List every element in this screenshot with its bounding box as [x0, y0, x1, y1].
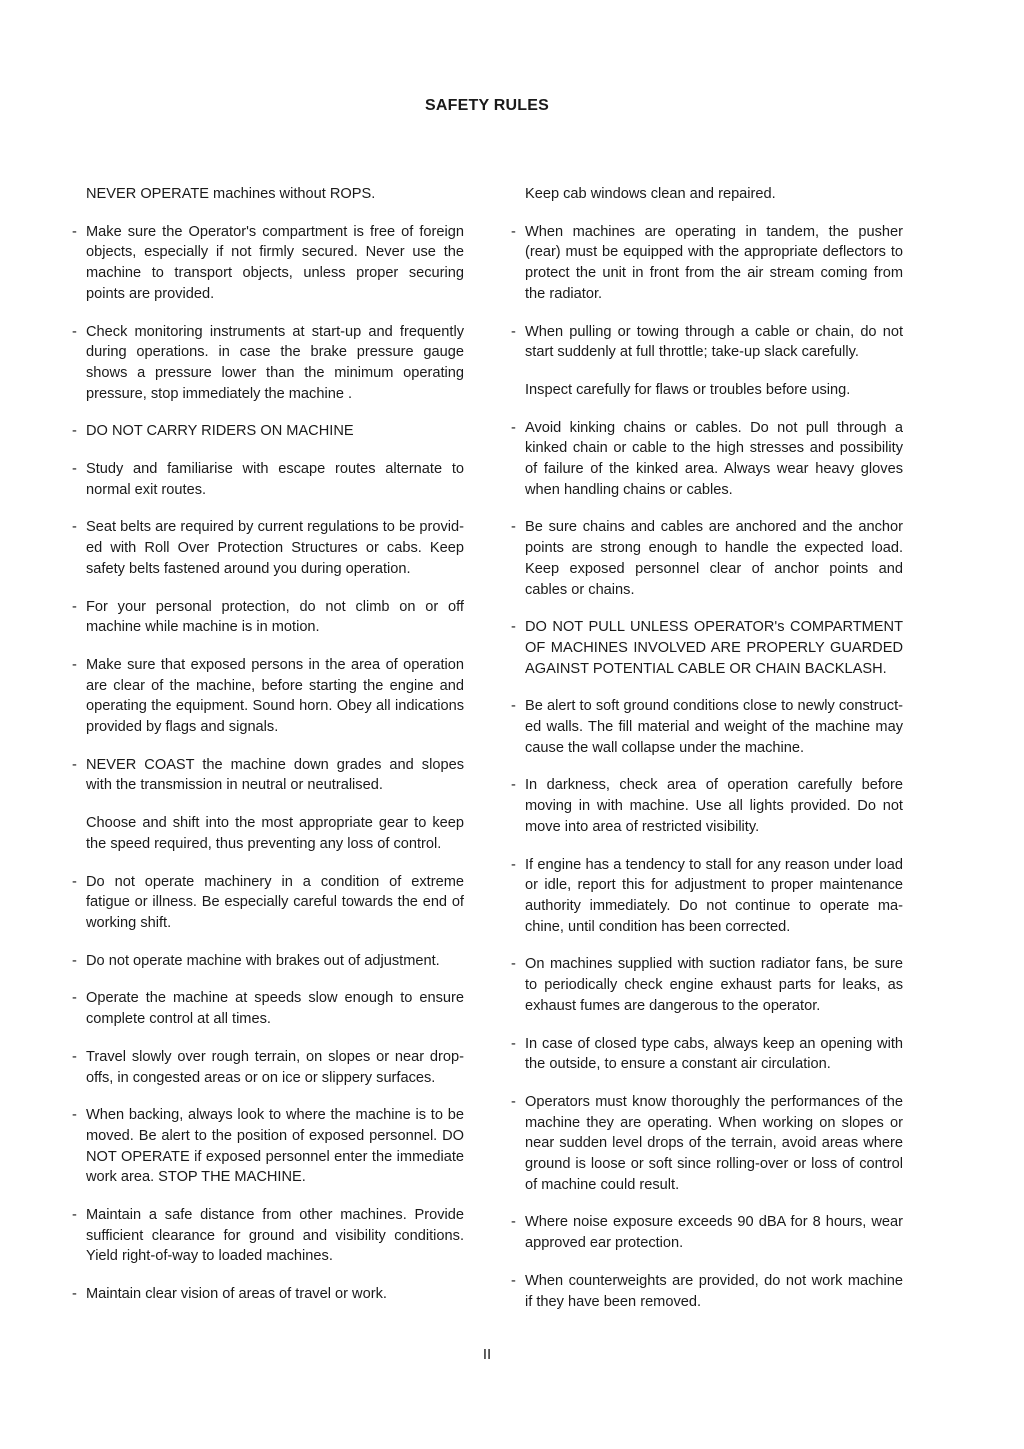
list-item: Inspect carefully for flaws or troubles before using. [525, 381, 851, 398]
list-item: - Be alert to soft ground conditions close to newly construct-ed walls. The fill material and weight of the machine may cause the wall collapse under the machine. [525, 696, 903, 758]
list-item: - NEVER COAST the machine down grades and slopes with the transmission in neutral or neutralised. [86, 755, 464, 796]
list-item: - Seat belts are required by current regulations to be provid-ed with Roll Over Protection Structures or cabs. Keep safety belts fastened around you during operation. [86, 517, 464, 579]
list-item: - Do not operate machinery in a condition of extreme fatigue or illness. Be especially careful towards the end of working shift. [86, 872, 464, 934]
list-item: - On machines supplied with suction radiator fans, be sure to periodically check engine exhaust parts for leaks, as exhaust fumes are dangerous to the operator. [525, 954, 903, 1016]
list-item: - Be sure chains and cables are anchored and the anchor points are strong enough to handle the expected load. Keep exposed personnel clear of anchor points and cables or chains. [525, 517, 903, 600]
list-item: - If engine has a tendency to stall for any reason under load or idle, report this for adjustment to proper maintenance authority immediately. Do not continue to operate ma-chine, until condition has been corrected. [525, 855, 903, 938]
list-item: - Operators must know thoroughly the performances of the machine they are operating. When working on slopes or near sudden level drops of the terrain, avoid areas where ground is loose or soft since rolling-over or loss of control of machine could result. [525, 1092, 903, 1196]
list-item: - DO NOT PULL UNLESS OPERATOR's COMPARTMENT OF MACHINES INVOLVED ARE PROPERLY GUARDED AGAINST POTENTIAL CABLE OR CHAIN BACKLASH. [525, 617, 903, 679]
list-item: - DO NOT CARRY RIDERS ON MACHINE [86, 421, 464, 442]
page-number: II [482, 1346, 492, 1363]
list-item: Choose and shift into the most appropriate gear to keep the speed required, thus preventing any loss of control. [86, 815, 464, 852]
list-item: - When backing, always look to where the machine is to be moved. Be alert to the position of exposed personnel. DO NOT OPERATE if exposed personnel enter the immediate work area. STOP THE MACHINE. [86, 1105, 464, 1188]
list-item: - Check monitoring instruments at start-up and frequently during operations. in case the brake pressure gauge shows a pressure lower than the minimum operating pressure, stop immediately the machine . [86, 322, 464, 405]
list-item: - Maintain clear vision of areas of travel or work. [86, 1284, 464, 1305]
right-column [525, 184, 903, 1329]
list-item: - When pulling or towing through a cable or chain, do not start suddenly at full throttle; take-up slack carefully. [525, 322, 903, 363]
list-item: - In darkness, check area of operation carefully before moving in with machine. Use all lights provided. Do not move into area of restricted visibility. [525, 775, 903, 837]
list-item: Keep cab windows clean and repaired. [525, 186, 776, 202]
list-item: - Study and familiarise with escape routes alternate to normal exit routes. [86, 459, 464, 500]
list-item: - Avoid kinking chains or cables. Do not pull through a kinked chain or cable to the high stresses and possibility of failure of the kinked area. Always wear heavy gloves when handling chains or cables. [525, 418, 903, 501]
list-item: - In case of closed type cabs, always keep an opening with the outside, to ensure a constant air circulation. [525, 1034, 903, 1075]
list-item: - Make sure that exposed persons in the area of operation are clear of the machine, before starting the engine and operating the equipment. Sound horn. Obey all indications provided by flags and signals. [86, 655, 464, 738]
page-title: SAFETY RULES [425, 97, 549, 114]
list-item: - Operate the machine at speeds slow enough to ensure complete control at all times. [86, 988, 464, 1029]
list-item: - Maintain a safe distance from other machines. Provide sufficient clearance for ground and visibility conditions. Yield right-of-way to loaded machines. [86, 1205, 464, 1267]
list-item: - When machines are operating in tandem, the pusher (rear) must be equipped with the appropriate deflectors to protect the unit in front from the air stream coming from the radiator. [525, 222, 903, 305]
list-item: - For your personal protection, do not climb on or off machine while machine is in motion. [86, 597, 464, 638]
list-item: NEVER OPERATE machines without ROPS. [86, 186, 376, 202]
list-item: - When counterweights are provided, do not work machine if they have been removed. [525, 1271, 903, 1312]
list-item: - Where noise exposure exceeds 90 dBA for 8 hours, wear approved ear protection. [525, 1212, 903, 1253]
list-item: - Make sure the Operator's compartment is free of foreign objects, especially if not firmly secured. Never use the machine to transport objects, unless proper securing points are provided. [86, 222, 464, 305]
list-item: - Do not operate machine with brakes out of adjustment. [86, 951, 464, 972]
left-column [86, 184, 464, 1322]
list-item: - Travel slowly over rough terrain, on slopes or near drop-offs, in congested areas or on ice or slippery surfaces. [86, 1047, 464, 1088]
